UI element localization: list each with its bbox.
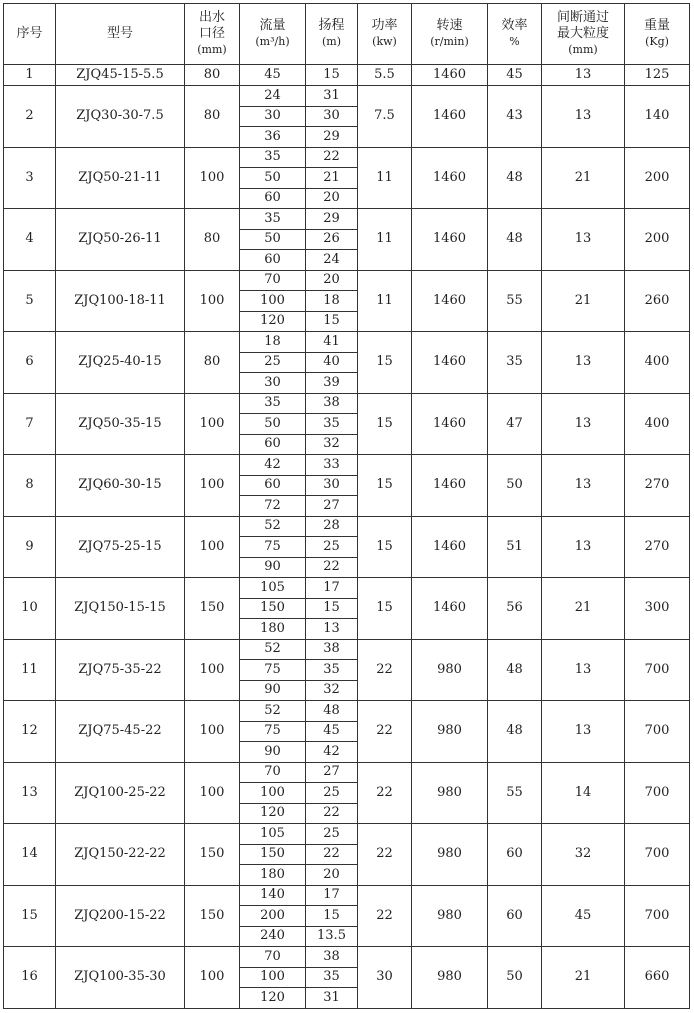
flow-cell: 36 — [240, 127, 306, 148]
max-particle-cell: 13 — [542, 393, 625, 455]
efficiency-cell: 47 — [488, 393, 542, 455]
flow-cell: 52 — [240, 639, 306, 660]
power-cell: 15 — [358, 455, 412, 517]
head-cell: 21 — [306, 168, 358, 189]
flow-cell: 50 — [240, 168, 306, 189]
speed-cell: 1460 — [412, 332, 488, 394]
head-cell: 13.5 — [306, 926, 358, 947]
model-name-cell: ZJQ100-25-22 — [56, 762, 185, 824]
model-name-cell: ZJQ100-35-30 — [56, 947, 185, 1009]
pump-spec-document — [3, 3, 690, 1009]
col-header-head — [306, 4, 358, 65]
head-cell: 30 — [306, 106, 358, 127]
weight-cell: 700 — [625, 701, 690, 763]
head-cell: 18 — [306, 291, 358, 312]
col-header-particle — [542, 4, 625, 65]
max-particle-cell: 14 — [542, 762, 625, 824]
flow-cell: 42 — [240, 455, 306, 476]
model-name-cell: ZJQ200-15-22 — [56, 885, 185, 947]
efficiency-cell: 55 — [488, 270, 542, 332]
head-cell: 32 — [306, 680, 358, 701]
table-body — [4, 65, 690, 1009]
model-name-cell: ZJQ150-15-15 — [56, 578, 185, 640]
max-particle-cell: 32 — [542, 824, 625, 886]
power-cell: 22 — [358, 885, 412, 947]
row-number-cell: 2 — [4, 86, 56, 148]
model-name-cell: ZJQ75-45-22 — [56, 701, 185, 763]
table-row — [4, 393, 690, 414]
flow-cell: 75 — [240, 721, 306, 742]
efficiency-cell: 50 — [488, 947, 542, 1009]
header-particle-line2: 最大粒度 — [556, 26, 609, 41]
model-name-cell: ZJQ60-30-15 — [56, 455, 185, 517]
table-row — [4, 578, 690, 599]
flow-cell: 30 — [240, 106, 306, 127]
row-number-cell: 1 — [4, 65, 56, 86]
head-cell: 25 — [306, 537, 358, 558]
speed-cell: 1460 — [412, 209, 488, 271]
flow-cell: 105 — [240, 578, 306, 599]
flow-cell: 25 — [240, 352, 306, 373]
speed-cell: 1460 — [412, 578, 488, 640]
head-cell: 17 — [306, 885, 358, 906]
header-head-unit: (m) — [321, 35, 341, 48]
table-row — [4, 65, 690, 86]
flow-cell: 60 — [240, 434, 306, 455]
row-number-cell: 4 — [4, 209, 56, 271]
header-row — [4, 4, 690, 65]
outlet-diameter-cell: 100 — [185, 947, 240, 1009]
flow-cell: 52 — [240, 701, 306, 722]
flow-cell: 70 — [240, 270, 306, 291]
flow-cell: 35 — [240, 147, 306, 168]
header-eff-unit: % — [509, 35, 520, 48]
col-header-power — [358, 4, 412, 65]
head-cell: 38 — [306, 947, 358, 968]
head-cell: 28 — [306, 516, 358, 537]
header-outlet-unit: (mm) — [197, 43, 227, 56]
weight-cell: 200 — [625, 147, 690, 209]
row-number-cell: 15 — [4, 885, 56, 947]
speed-cell: 1460 — [412, 147, 488, 209]
table-row — [4, 147, 690, 168]
flow-cell: 30 — [240, 373, 306, 394]
header-head-label: 扬程 — [318, 18, 345, 33]
col-header-no — [4, 4, 56, 65]
power-cell: 15 — [358, 578, 412, 640]
row-number-cell: 13 — [4, 762, 56, 824]
speed-cell: 980 — [412, 639, 488, 701]
power-cell: 22 — [358, 701, 412, 763]
row-number-cell: 10 — [4, 578, 56, 640]
header-outlet-line2: 口径 — [198, 26, 225, 41]
outlet-diameter-cell: 80 — [185, 209, 240, 271]
weight-cell: 700 — [625, 824, 690, 886]
header-weight-label: 重量 — [643, 18, 670, 33]
flow-cell: 24 — [240, 86, 306, 107]
speed-cell: 1460 — [412, 65, 488, 86]
row-number-cell: 14 — [4, 824, 56, 886]
flow-cell: 120 — [240, 803, 306, 824]
col-header-speed — [412, 4, 488, 65]
flow-cell: 90 — [240, 680, 306, 701]
efficiency-cell: 50 — [488, 455, 542, 517]
max-particle-cell: 21 — [542, 578, 625, 640]
efficiency-cell: 48 — [488, 701, 542, 763]
head-cell: 31 — [306, 86, 358, 107]
head-cell: 42 — [306, 742, 358, 763]
flow-cell: 52 — [240, 516, 306, 537]
outlet-diameter-cell: 100 — [185, 639, 240, 701]
power-cell: 15 — [358, 332, 412, 394]
outlet-diameter-cell: 80 — [185, 65, 240, 86]
flow-cell: 70 — [240, 947, 306, 968]
weight-cell: 700 — [625, 885, 690, 947]
efficiency-cell: 60 — [488, 885, 542, 947]
max-particle-cell: 13 — [542, 701, 625, 763]
weight-cell: 700 — [625, 639, 690, 701]
head-cell: 13 — [306, 619, 358, 640]
model-name-cell: ZJQ50-26-11 — [56, 209, 185, 271]
max-particle-cell: 21 — [542, 947, 625, 1009]
outlet-diameter-cell: 80 — [185, 86, 240, 148]
weight-cell: 260 — [625, 270, 690, 332]
model-name-cell: ZJQ75-25-15 — [56, 516, 185, 578]
head-cell: 20 — [306, 865, 358, 886]
outlet-diameter-cell: 150 — [185, 885, 240, 947]
head-cell: 24 — [306, 250, 358, 271]
head-cell: 39 — [306, 373, 358, 394]
model-name-cell: ZJQ100-18-11 — [56, 270, 185, 332]
header-flow-unit: (m³/h) — [255, 35, 290, 48]
col-header-model — [56, 4, 185, 65]
table-row — [4, 639, 690, 660]
flow-cell: 75 — [240, 660, 306, 681]
head-cell: 17 — [306, 578, 358, 599]
header-flow-label: 流量 — [259, 18, 286, 33]
flow-cell: 180 — [240, 865, 306, 886]
head-cell: 38 — [306, 393, 358, 414]
table-row — [4, 824, 690, 845]
table-row — [4, 332, 690, 353]
header-speed-unit: (r/min) — [430, 35, 469, 48]
flow-cell: 75 — [240, 537, 306, 558]
power-cell: 15 — [358, 516, 412, 578]
table-row — [4, 209, 690, 230]
outlet-diameter-cell: 100 — [185, 270, 240, 332]
efficiency-cell: 45 — [488, 65, 542, 86]
weight-cell: 400 — [625, 393, 690, 455]
model-name-cell: ZJQ30-30-7.5 — [56, 86, 185, 148]
power-cell: 7.5 — [358, 86, 412, 148]
efficiency-cell: 48 — [488, 147, 542, 209]
flow-cell: 90 — [240, 557, 306, 578]
row-number-cell: 11 — [4, 639, 56, 701]
head-cell: 15 — [306, 906, 358, 927]
efficiency-cell: 55 — [488, 762, 542, 824]
flow-cell: 100 — [240, 783, 306, 804]
power-cell: 11 — [358, 270, 412, 332]
speed-cell: 980 — [412, 762, 488, 824]
speed-cell: 980 — [412, 885, 488, 947]
flow-cell: 240 — [240, 926, 306, 947]
power-cell: 22 — [358, 824, 412, 886]
flow-cell: 35 — [240, 393, 306, 414]
col-header-efficiency — [488, 4, 542, 65]
flow-cell: 150 — [240, 844, 306, 865]
weight-cell: 200 — [625, 209, 690, 271]
header-no-label: 序号 — [16, 26, 43, 41]
outlet-diameter-cell: 100 — [185, 147, 240, 209]
speed-cell: 1460 — [412, 86, 488, 148]
header-power-label: 功率 — [371, 18, 398, 33]
max-particle-cell: 13 — [542, 332, 625, 394]
max-particle-cell: 13 — [542, 516, 625, 578]
outlet-diameter-cell: 100 — [185, 701, 240, 763]
efficiency-cell: 43 — [488, 86, 542, 148]
flow-cell: 35 — [240, 209, 306, 230]
speed-cell: 980 — [412, 824, 488, 886]
efficiency-cell: 48 — [488, 209, 542, 271]
col-header-weight — [625, 4, 690, 65]
outlet-diameter-cell: 100 — [185, 455, 240, 517]
head-cell: 40 — [306, 352, 358, 373]
head-cell: 22 — [306, 844, 358, 865]
table-row — [4, 455, 690, 476]
head-cell: 31 — [306, 988, 358, 1009]
speed-cell: 980 — [412, 947, 488, 1009]
max-particle-cell: 13 — [542, 455, 625, 517]
head-cell: 41 — [306, 332, 358, 353]
head-cell: 15 — [306, 598, 358, 619]
model-name-cell: ZJQ50-35-15 — [56, 393, 185, 455]
weight-cell: 270 — [625, 516, 690, 578]
max-particle-cell: 21 — [542, 270, 625, 332]
row-number-cell: 16 — [4, 947, 56, 1009]
head-cell: 25 — [306, 783, 358, 804]
efficiency-cell: 56 — [488, 578, 542, 640]
head-cell: 35 — [306, 660, 358, 681]
head-cell: 27 — [306, 496, 358, 517]
power-cell: 15 — [358, 393, 412, 455]
efficiency-cell: 51 — [488, 516, 542, 578]
speed-cell: 1460 — [412, 455, 488, 517]
max-particle-cell: 13 — [542, 65, 625, 86]
efficiency-cell: 48 — [488, 639, 542, 701]
head-cell: 45 — [306, 721, 358, 742]
head-cell: 22 — [306, 147, 358, 168]
power-cell: 11 — [358, 147, 412, 209]
header-weight-unit: (Kg) — [645, 35, 669, 48]
weight-cell: 660 — [625, 947, 690, 1009]
flow-cell: 60 — [240, 475, 306, 496]
head-cell: 22 — [306, 557, 358, 578]
model-name-cell: ZJQ75-35-22 — [56, 639, 185, 701]
model-name-cell: ZJQ25-40-15 — [56, 332, 185, 394]
head-cell: 48 — [306, 701, 358, 722]
header-particle-line1: 间断通过 — [556, 10, 609, 25]
row-number-cell: 3 — [4, 147, 56, 209]
table-row — [4, 885, 690, 906]
header-outlet-line1: 出水 — [198, 10, 225, 25]
speed-cell: 1460 — [412, 516, 488, 578]
power-cell: 30 — [358, 947, 412, 1009]
flow-cell: 105 — [240, 824, 306, 845]
weight-cell: 300 — [625, 578, 690, 640]
max-particle-cell: 13 — [542, 639, 625, 701]
flow-cell: 140 — [240, 885, 306, 906]
row-number-cell: 9 — [4, 516, 56, 578]
header-eff-label: 效率 — [501, 18, 528, 33]
head-cell: 29 — [306, 127, 358, 148]
head-cell: 15 — [306, 65, 358, 86]
table-row — [4, 947, 690, 968]
flow-cell: 50 — [240, 229, 306, 250]
header-speed-label: 转速 — [436, 18, 463, 33]
flow-cell: 60 — [240, 250, 306, 271]
head-cell: 20 — [306, 270, 358, 291]
header-particle-unit: (mm) — [568, 43, 598, 56]
speed-cell: 1460 — [412, 393, 488, 455]
speed-cell: 980 — [412, 701, 488, 763]
head-cell: 20 — [306, 188, 358, 209]
head-cell: 35 — [306, 414, 358, 435]
table-row — [4, 270, 690, 291]
head-cell: 30 — [306, 475, 358, 496]
flow-cell: 50 — [240, 414, 306, 435]
weight-cell: 270 — [625, 455, 690, 517]
flow-cell: 70 — [240, 762, 306, 783]
head-cell: 33 — [306, 455, 358, 476]
speed-cell: 1460 — [412, 270, 488, 332]
efficiency-cell: 35 — [488, 332, 542, 394]
flow-cell: 100 — [240, 967, 306, 988]
col-header-outlet — [185, 4, 240, 65]
max-particle-cell: 21 — [542, 147, 625, 209]
model-name-cell: ZJQ50-21-11 — [56, 147, 185, 209]
outlet-diameter-cell: 150 — [185, 824, 240, 886]
table-row — [4, 86, 690, 107]
head-cell: 22 — [306, 803, 358, 824]
table-row — [4, 701, 690, 722]
weight-cell: 700 — [625, 762, 690, 824]
efficiency-cell: 60 — [488, 824, 542, 886]
flow-cell: 150 — [240, 598, 306, 619]
pump-spec-table — [3, 3, 690, 1009]
header-model-label: 型号 — [106, 26, 133, 41]
model-name-cell: ZJQ45-15-5.5 — [56, 65, 185, 86]
table-row — [4, 762, 690, 783]
max-particle-cell: 13 — [542, 86, 625, 148]
flow-cell: 45 — [240, 65, 306, 86]
flow-cell: 72 — [240, 496, 306, 517]
flow-cell: 120 — [240, 988, 306, 1009]
weight-cell: 140 — [625, 86, 690, 148]
power-cell: 22 — [358, 639, 412, 701]
outlet-diameter-cell: 150 — [185, 578, 240, 640]
flow-cell: 200 — [240, 906, 306, 927]
weight-cell: 400 — [625, 332, 690, 394]
row-number-cell: 7 — [4, 393, 56, 455]
power-cell: 11 — [358, 209, 412, 271]
power-cell: 22 — [358, 762, 412, 824]
row-number-cell: 5 — [4, 270, 56, 332]
flow-cell: 60 — [240, 188, 306, 209]
row-number-cell: 8 — [4, 455, 56, 517]
flow-cell: 18 — [240, 332, 306, 353]
head-cell: 15 — [306, 311, 358, 332]
head-cell: 27 — [306, 762, 358, 783]
flow-cell: 120 — [240, 311, 306, 332]
outlet-diameter-cell: 100 — [185, 516, 240, 578]
max-particle-cell: 45 — [542, 885, 625, 947]
head-cell: 26 — [306, 229, 358, 250]
outlet-diameter-cell: 80 — [185, 332, 240, 394]
outlet-diameter-cell: 100 — [185, 762, 240, 824]
power-cell: 5.5 — [358, 65, 412, 86]
col-header-flow — [240, 4, 306, 65]
flow-cell: 90 — [240, 742, 306, 763]
head-cell: 29 — [306, 209, 358, 230]
flow-cell: 100 — [240, 291, 306, 312]
max-particle-cell: 13 — [542, 209, 625, 271]
flow-cell: 180 — [240, 619, 306, 640]
table-row — [4, 516, 690, 537]
head-cell: 25 — [306, 824, 358, 845]
head-cell: 32 — [306, 434, 358, 455]
header-power-unit: (kw) — [372, 35, 397, 48]
outlet-diameter-cell: 100 — [185, 393, 240, 455]
model-name-cell: ZJQ150-22-22 — [56, 824, 185, 886]
head-cell: 35 — [306, 967, 358, 988]
row-number-cell: 6 — [4, 332, 56, 394]
head-cell: 38 — [306, 639, 358, 660]
weight-cell: 125 — [625, 65, 690, 86]
row-number-cell: 12 — [4, 701, 56, 763]
